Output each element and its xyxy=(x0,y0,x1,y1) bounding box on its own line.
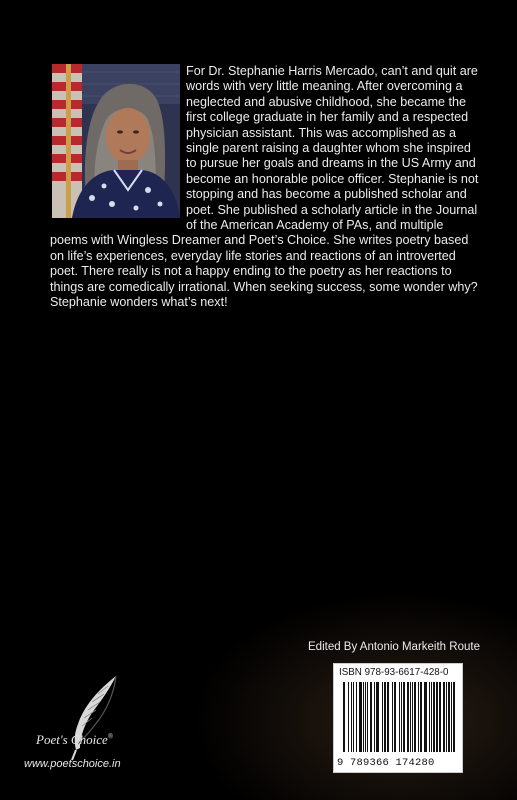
barcode-bar xyxy=(353,682,354,752)
barcode-bar xyxy=(429,682,430,752)
author-bio-text: For Dr. Stephanie Harris Mercado, can’t and quit are words with very little meaning. After overcoming a neglected and abusive childhood, she became the first college graduate in her family and a respected physician assistant. This was accomplished as a single parent raising a daughter whom she inspired to pursue her goals and dreams in the US Army and become an honorable police officer. Stephanie is not stopping and has become a published scholar and poet. She published a scholarly article in the Journal of the American Academy of PAs, and multiple poems with Wingless Dreamer and Poet’s Choice. She writes poetry based on life’s experiences, everyday life stories and reactions of an introverted poet. There really is not a happy ending to the poetry as her reactions to things are comedically irrational. When seeking success, some wonder why? Stephanie wonders what’s next! xyxy=(50,64,479,310)
barcode-bar xyxy=(420,682,422,752)
barcode-bar xyxy=(412,682,413,752)
barcode-bar xyxy=(451,682,452,752)
barcode-bar xyxy=(407,682,409,752)
barcode-bar xyxy=(453,682,455,752)
barcode-bar xyxy=(351,682,352,752)
barcode-bar xyxy=(394,682,396,752)
publisher-url[interactable]: www.poetschoice.in xyxy=(24,758,121,770)
barcode-icon xyxy=(337,682,461,752)
barcode-bar xyxy=(367,682,368,752)
barcode-bar xyxy=(401,682,402,752)
barcode-bar xyxy=(382,682,383,752)
barcode-bar xyxy=(414,682,416,752)
barcode-box xyxy=(333,663,463,773)
barcode-bar xyxy=(403,682,405,752)
barcode-bar xyxy=(356,682,357,752)
barcode-bar xyxy=(399,682,400,752)
barcode-digits: 9 789366 174280 xyxy=(337,757,435,769)
barcode-bar xyxy=(439,682,441,752)
barcode-bar xyxy=(363,682,364,752)
barcode-bar xyxy=(348,682,349,752)
barcode-bar xyxy=(359,682,362,752)
barcode-bar xyxy=(365,682,366,752)
trademark-mark: ® xyxy=(107,732,114,741)
barcode-bar xyxy=(443,682,445,752)
editor-credit: Edited By Antonio Markeith Route xyxy=(308,641,480,653)
barcode-bar xyxy=(418,682,419,752)
barcode-bar xyxy=(431,682,432,752)
barcode-bar xyxy=(370,682,372,752)
barcode-bar xyxy=(433,682,435,752)
barcode-bar xyxy=(384,682,386,752)
barcode-bar xyxy=(387,682,389,752)
barcode-bar xyxy=(410,682,411,752)
barcode-bar xyxy=(448,682,450,752)
isbn-label: ISBN 978-93-6617-428-0 xyxy=(339,667,449,678)
barcode-bar xyxy=(436,682,438,752)
barcode-bar xyxy=(376,682,379,752)
author-bio xyxy=(50,64,480,311)
photo-spacer xyxy=(50,64,186,224)
barcode-bar xyxy=(343,682,345,752)
barcode-bar xyxy=(446,682,447,752)
barcode-bar xyxy=(374,682,375,752)
publisher-name-text: Poet's Choice xyxy=(36,732,108,747)
barcode-bar xyxy=(424,682,427,752)
barcode-bar xyxy=(392,682,393,752)
publisher-name xyxy=(36,732,113,748)
